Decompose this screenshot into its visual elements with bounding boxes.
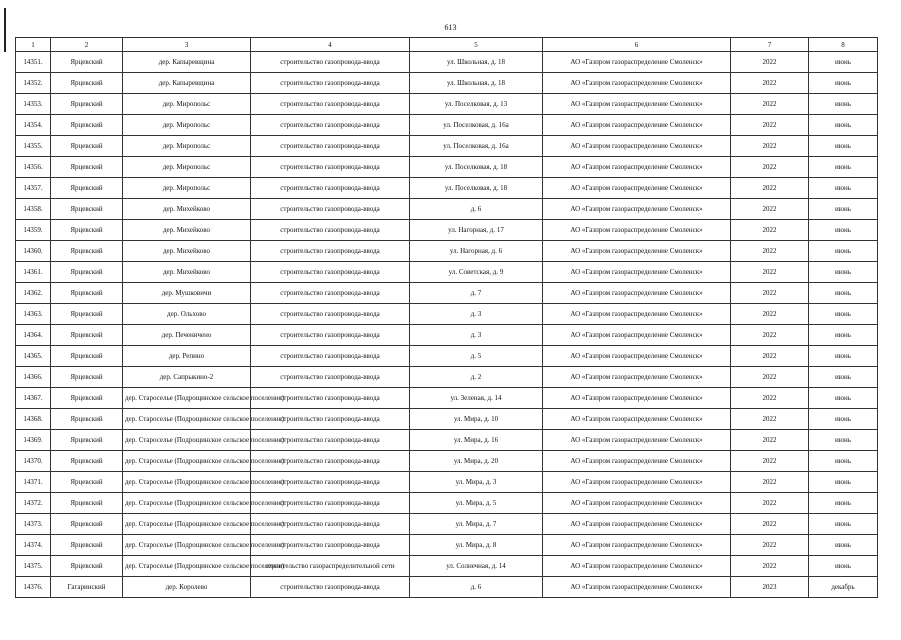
settlement-cell: дер. Королево: [123, 577, 251, 598]
organization-cell: АО «Газпром газораспределение Смоленск»: [543, 493, 731, 514]
row-number: 14373.: [16, 514, 51, 535]
district-cell: Ярцевский: [51, 241, 123, 262]
address-cell: д. 6: [410, 199, 543, 220]
work-type-cell: строительство газопровода-ввода: [251, 451, 410, 472]
organization-cell: АО «Газпром газораспределение Смоленск»: [543, 346, 731, 367]
work-type-cell: строительство газопровода-ввода: [251, 535, 410, 556]
work-type-cell: строительство газопровода-ввода: [251, 52, 410, 73]
row-number: 14358.: [16, 199, 51, 220]
table-row: [16, 367, 878, 388]
settlement-cell: дер. Староселье (Подрощинское сельское поселение): [123, 430, 251, 451]
district-cell: Ярцевский: [51, 52, 123, 73]
organization-cell: АО «Газпром газораспределение Смоленск»: [543, 178, 731, 199]
address-cell: ул. Мира, д. 16: [410, 430, 543, 451]
district-cell: Ярцевский: [51, 556, 123, 577]
address-cell: д. 3: [410, 304, 543, 325]
settlement-cell: дер. Капыревщина: [123, 52, 251, 73]
month-cell: июнь: [809, 367, 878, 388]
table-row: [16, 262, 878, 283]
month-cell: июнь: [809, 472, 878, 493]
table-row: [16, 577, 878, 598]
row-number: 14360.: [16, 241, 51, 262]
column-header: 1: [16, 38, 51, 52]
month-cell: июнь: [809, 94, 878, 115]
work-type-cell: строительство газопровода-ввода: [251, 388, 410, 409]
table-row: [16, 115, 878, 136]
district-cell: Ярцевский: [51, 367, 123, 388]
district-cell: Ярцевский: [51, 73, 123, 94]
district-cell: Ярцевский: [51, 178, 123, 199]
work-type-cell: строительство газопровода-ввода: [251, 136, 410, 157]
month-cell: июнь: [809, 283, 878, 304]
row-number: 14356.: [16, 157, 51, 178]
organization-cell: АО «Газпром газораспределение Смоленск»: [543, 325, 731, 346]
organization-cell: АО «Газпром газораспределение Смоленск»: [543, 388, 731, 409]
year-cell: 2022: [731, 304, 809, 325]
organization-cell: АО «Газпром газораспределение Смоленск»: [543, 514, 731, 535]
address-cell: ул. Нагорная, д. 6: [410, 241, 543, 262]
year-cell: 2022: [731, 199, 809, 220]
table-row: [16, 493, 878, 514]
row-number: 14375.: [16, 556, 51, 577]
organization-cell: АО «Газпром газораспределение Смоленск»: [543, 262, 731, 283]
work-type-cell: строительство газопровода-ввода: [251, 73, 410, 94]
settlement-cell: дер. Миропольс: [123, 136, 251, 157]
district-cell: Ярцевский: [51, 115, 123, 136]
work-type-cell: строительство газопровода-ввода: [251, 157, 410, 178]
work-type-cell: строительство газопровода-ввода: [251, 94, 410, 115]
year-cell: 2022: [731, 283, 809, 304]
organization-cell: АО «Газпром газораспределение Смоленск»: [543, 430, 731, 451]
year-cell: 2022: [731, 136, 809, 157]
district-cell: Ярцевский: [51, 157, 123, 178]
table-row: [16, 199, 878, 220]
table-row: [16, 178, 878, 199]
district-cell: Ярцевский: [51, 220, 123, 241]
month-cell: июнь: [809, 430, 878, 451]
row-number: 14357.: [16, 178, 51, 199]
row-number: 14359.: [16, 220, 51, 241]
organization-cell: АО «Газпром газораспределение Смоленск»: [543, 52, 731, 73]
work-type-cell: строительство газопровода-ввода: [251, 325, 410, 346]
address-cell: ул. Мира, д. 10: [410, 409, 543, 430]
year-cell: 2022: [731, 409, 809, 430]
address-cell: ул. Мира, д. 7: [410, 514, 543, 535]
settlement-cell: дер. Староселье (Подрощинское сельское поселение): [123, 472, 251, 493]
settlement-cell: дер. Михейково: [123, 241, 251, 262]
table-row: [16, 409, 878, 430]
address-cell: ул. Поселковая, д. 18: [410, 157, 543, 178]
address-cell: д. 6: [410, 577, 543, 598]
table-row: [16, 325, 878, 346]
row-number: 14364.: [16, 325, 51, 346]
row-number: 14352.: [16, 73, 51, 94]
organization-cell: АО «Газпром газораспределение Смоленск»: [543, 94, 731, 115]
row-number: 14355.: [16, 136, 51, 157]
table-row: [16, 73, 878, 94]
district-cell: Ярцевский: [51, 94, 123, 115]
address-cell: ул. Поселковая, д. 18: [410, 178, 543, 199]
column-header: 8: [809, 38, 878, 52]
table-row: [16, 556, 878, 577]
year-cell: 2022: [731, 535, 809, 556]
year-cell: 2022: [731, 430, 809, 451]
month-cell: июнь: [809, 346, 878, 367]
address-cell: ул. Мира, д. 5: [410, 493, 543, 514]
work-type-cell: строительство газопровода-ввода: [251, 577, 410, 598]
organization-cell: АО «Газпром газораспределение Смоленск»: [543, 535, 731, 556]
row-number: 14366.: [16, 367, 51, 388]
settlement-cell: дер. Миропольс: [123, 115, 251, 136]
settlement-cell: дер. Староселье (Подрощинское сельское поселение): [123, 451, 251, 472]
year-cell: 2022: [731, 451, 809, 472]
settlement-cell: дер. Староселье (Подрощинское сельское поселение): [123, 556, 251, 577]
address-cell: ул. Советская, д. 9: [410, 262, 543, 283]
district-cell: Ярцевский: [51, 262, 123, 283]
district-cell: Ярцевский: [51, 430, 123, 451]
district-cell: Ярцевский: [51, 388, 123, 409]
table-row: [16, 304, 878, 325]
month-cell: июнь: [809, 199, 878, 220]
settlement-cell: дер. Староселье (Подрощинское сельское поселение): [123, 493, 251, 514]
year-cell: 2022: [731, 262, 809, 283]
header-row: [16, 38, 878, 52]
column-header: 2: [51, 38, 123, 52]
organization-cell: АО «Газпром газораспределение Смоленск»: [543, 73, 731, 94]
district-cell: Ярцевский: [51, 199, 123, 220]
row-number: 14367.: [16, 388, 51, 409]
organization-cell: АО «Газпром газораспределение Смоленск»: [543, 409, 731, 430]
month-cell: июнь: [809, 73, 878, 94]
work-type-cell: строительство газопровода-ввода: [251, 283, 410, 304]
row-number: 14361.: [16, 262, 51, 283]
address-cell: д. 7: [410, 283, 543, 304]
table-row: [16, 451, 878, 472]
settlement-cell: дер. Староселье (Подрощинское сельское поселение): [123, 388, 251, 409]
page-number: 613: [444, 23, 457, 32]
month-cell: декабрь: [809, 577, 878, 598]
settlement-cell: дер. Сапрыкино-2: [123, 367, 251, 388]
row-number: 14368.: [16, 409, 51, 430]
district-cell: Ярцевский: [51, 535, 123, 556]
organization-cell: АО «Газпром газораспределение Смоленск»: [543, 220, 731, 241]
year-cell: 2022: [731, 220, 809, 241]
organization-cell: АО «Газпром газораспределение Смоленск»: [543, 157, 731, 178]
organization-cell: АО «Газпром газораспределение Смоленск»: [543, 199, 731, 220]
table-row: [16, 388, 878, 409]
address-cell: д. 5: [410, 346, 543, 367]
work-type-cell: строительство газопровода-ввода: [251, 472, 410, 493]
settlement-cell: дер. Печеничено: [123, 325, 251, 346]
district-cell: Ярцевский: [51, 514, 123, 535]
table-row: [16, 136, 878, 157]
work-type-cell: строительство газопровода-ввода: [251, 199, 410, 220]
row-number: 14362.: [16, 283, 51, 304]
column-header: 6: [543, 38, 731, 52]
month-cell: июнь: [809, 514, 878, 535]
month-cell: июнь: [809, 178, 878, 199]
row-number: 14363.: [16, 304, 51, 325]
year-cell: 2022: [731, 157, 809, 178]
table-body: [16, 52, 878, 598]
work-type-cell: строительство газопровода-ввода: [251, 346, 410, 367]
settlement-cell: дер. Миропольс: [123, 94, 251, 115]
month-cell: июнь: [809, 304, 878, 325]
district-cell: Ярцевский: [51, 283, 123, 304]
row-number: 14371.: [16, 472, 51, 493]
district-cell: Ярцевский: [51, 451, 123, 472]
district-cell: Ярцевский: [51, 493, 123, 514]
row-number: 14374.: [16, 535, 51, 556]
settlement-cell: дер. Миропольс: [123, 178, 251, 199]
year-cell: 2022: [731, 115, 809, 136]
month-cell: июнь: [809, 556, 878, 577]
district-cell: Ярцевский: [51, 304, 123, 325]
organization-cell: АО «Газпром газораспределение Смоленск»: [543, 241, 731, 262]
settlement-cell: дер. Староселье (Подрощинское сельское поселение): [123, 535, 251, 556]
row-number: 14365.: [16, 346, 51, 367]
year-cell: 2022: [731, 94, 809, 115]
month-cell: июнь: [809, 115, 878, 136]
table-row: [16, 220, 878, 241]
month-cell: июнь: [809, 157, 878, 178]
settlement-cell: дер. Ольхово: [123, 304, 251, 325]
row-number: 14370.: [16, 451, 51, 472]
month-cell: июнь: [809, 241, 878, 262]
month-cell: июнь: [809, 52, 878, 73]
month-cell: июнь: [809, 451, 878, 472]
table-row: [16, 52, 878, 73]
address-cell: ул. Школьная, д. 18: [410, 73, 543, 94]
settlement-cell: дер. Староселье (Подрощинское сельское поселение): [123, 514, 251, 535]
work-type-cell: строительство газораспределительной сети: [251, 556, 410, 577]
district-cell: Ярцевский: [51, 136, 123, 157]
year-cell: 2022: [731, 241, 809, 262]
year-cell: 2022: [731, 73, 809, 94]
month-cell: июнь: [809, 220, 878, 241]
address-cell: ул. Мира, д. 20: [410, 451, 543, 472]
work-type-cell: строительство газопровода-ввода: [251, 367, 410, 388]
settlement-cell: дер. Мушковичи: [123, 283, 251, 304]
month-cell: июнь: [809, 136, 878, 157]
year-cell: 2022: [731, 367, 809, 388]
address-cell: ул. Поселковая, д. 16а: [410, 115, 543, 136]
address-cell: ул. Мира, д. 3: [410, 472, 543, 493]
year-cell: 2023: [731, 577, 809, 598]
district-cell: Гагаринский: [51, 577, 123, 598]
column-header: 5: [410, 38, 543, 52]
table-row: [16, 514, 878, 535]
month-cell: июнь: [809, 493, 878, 514]
settlement-cell: дер. Михейково: [123, 199, 251, 220]
table-row: [16, 94, 878, 115]
year-cell: 2022: [731, 178, 809, 199]
address-cell: ул. Школьная, д. 18: [410, 52, 543, 73]
table-row: [16, 283, 878, 304]
month-cell: июнь: [809, 409, 878, 430]
settlement-cell: дер. Репино: [123, 346, 251, 367]
row-number: 14354.: [16, 115, 51, 136]
organization-cell: АО «Газпром газораспределение Смоленск»: [543, 367, 731, 388]
work-type-cell: строительство газопровода-ввода: [251, 115, 410, 136]
settlement-cell: дер. Староселье (Подрощинское сельское поселение): [123, 409, 251, 430]
table-row: [16, 472, 878, 493]
organization-cell: АО «Газпром газораспределение Смоленск»: [543, 136, 731, 157]
column-header: 3: [123, 38, 251, 52]
data-table: [15, 37, 878, 598]
settlement-cell: дер. Михейково: [123, 220, 251, 241]
month-cell: июнь: [809, 325, 878, 346]
settlement-cell: дер. Капыревщина: [123, 73, 251, 94]
organization-cell: АО «Газпром газораспределение Смоленск»: [543, 451, 731, 472]
month-cell: июнь: [809, 262, 878, 283]
work-type-cell: строительство газопровода-ввода: [251, 430, 410, 451]
district-cell: Ярцевский: [51, 472, 123, 493]
work-type-cell: строительство газопровода-ввода: [251, 304, 410, 325]
work-type-cell: строительство газопровода-ввода: [251, 241, 410, 262]
address-cell: ул. Мира, д. 8: [410, 535, 543, 556]
year-cell: 2022: [731, 388, 809, 409]
address-cell: д. 3: [410, 325, 543, 346]
column-header: 7: [731, 38, 809, 52]
work-type-cell: строительство газопровода-ввода: [251, 178, 410, 199]
year-cell: 2022: [731, 346, 809, 367]
year-cell: 2022: [731, 325, 809, 346]
address-cell: ул. Нагорная, д. 17: [410, 220, 543, 241]
table-row: [16, 535, 878, 556]
row-number: 14369.: [16, 430, 51, 451]
work-type-cell: строительство газопровода-ввода: [251, 220, 410, 241]
row-number: 14372.: [16, 493, 51, 514]
table-row: [16, 157, 878, 178]
row-number: 14376.: [16, 577, 51, 598]
month-cell: июнь: [809, 535, 878, 556]
year-cell: 2022: [731, 472, 809, 493]
work-type-cell: строительство газопровода-ввода: [251, 493, 410, 514]
organization-cell: АО «Газпром газораспределение Смоленск»: [543, 115, 731, 136]
district-cell: Ярцевский: [51, 409, 123, 430]
column-header: 4: [251, 38, 410, 52]
organization-cell: АО «Газпром газораспределение Смоленск»: [543, 472, 731, 493]
year-cell: 2022: [731, 556, 809, 577]
address-cell: ул. Поселковая, д. 16а: [410, 136, 543, 157]
year-cell: 2022: [731, 493, 809, 514]
district-cell: Ярцевский: [51, 325, 123, 346]
work-type-cell: строительство газопровода-ввода: [251, 262, 410, 283]
table-row: [16, 241, 878, 262]
address-cell: ул. Солнечная, д. 14: [410, 556, 543, 577]
organization-cell: АО «Газпром газораспределение Смоленск»: [543, 577, 731, 598]
organization-cell: АО «Газпром газораспределение Смоленск»: [543, 304, 731, 325]
month-cell: июнь: [809, 388, 878, 409]
organization-cell: АО «Газпром газораспределение Смоленск»: [543, 283, 731, 304]
year-cell: 2022: [731, 52, 809, 73]
address-cell: д. 2: [410, 367, 543, 388]
work-type-cell: строительство газопровода-ввода: [251, 409, 410, 430]
row-number: 14353.: [16, 94, 51, 115]
table-row: [16, 430, 878, 451]
year-cell: 2022: [731, 514, 809, 535]
settlement-cell: дер. Миропольс: [123, 157, 251, 178]
district-cell: Ярцевский: [51, 346, 123, 367]
organization-cell: АО «Газпром газораспределение Смоленск»: [543, 556, 731, 577]
address-cell: ул. Поселковая, д. 13: [410, 94, 543, 115]
row-number: 14351.: [16, 52, 51, 73]
work-type-cell: строительство газопровода-ввода: [251, 514, 410, 535]
table-row: [16, 346, 878, 367]
address-cell: ул. Зеленая, д. 14: [410, 388, 543, 409]
settlement-cell: дер. Михейково: [123, 262, 251, 283]
